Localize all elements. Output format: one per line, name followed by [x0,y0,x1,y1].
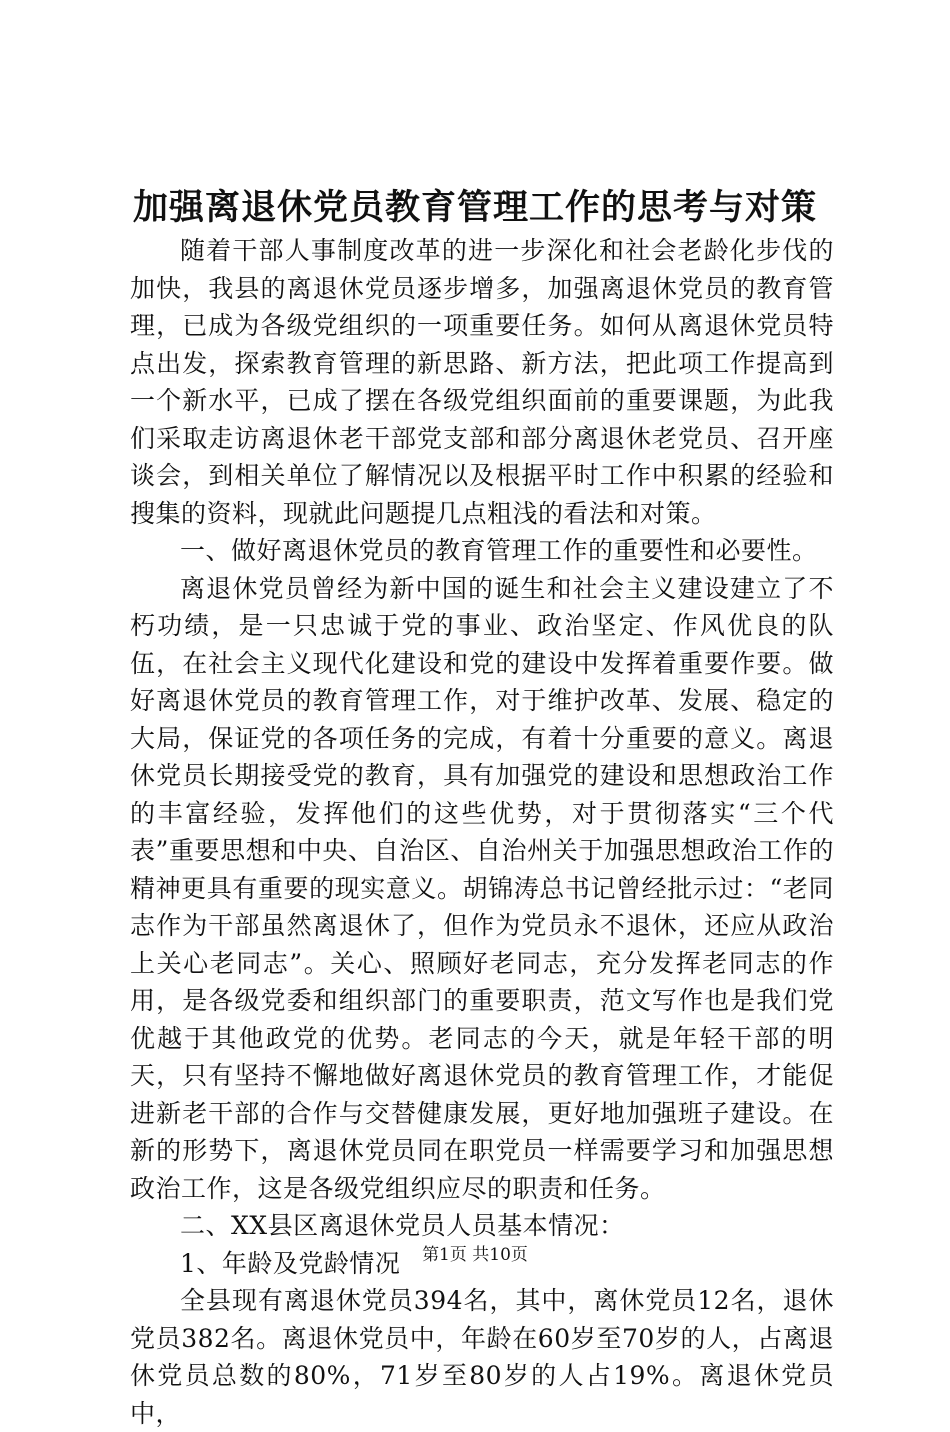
paragraph-statistics: 全县现有离退休党员394名，其中，离休党员12名，退休党员382名。离退休党员中，年龄在60岁至70岁的人，占离退休党员总数的80%，71岁至80岁的人占19%。离退休党员中， [130,1286,834,1428]
paragraph-importance: 离退休党员曾经为新中国的诞生和社会主义建设建立了不朽功绩，是一只忠诚于党的事业、政治坚定、作风优良的队伍，在社会主义现代化建设和党的建设中发挥着重要作要。做好离退休党员的教育管理工作，对于维护改革、发展、稳定的大局，保证党的各项任务的完成，有着十分重要的意义。离退休党员长期接受党的教育，具有加强党的建设和思想政治工作的丰富经验，发挥他们的这些优势，对于贯彻落实“三个代表”重要思想和中央、自治区、自治州关于加强思想政治工作的精神更具有重要的现实意义。胡锦涛总书记曾经批示过：“老同志作为干部虽然离退休了，但作为党员永不退休，还应从政治上关心老同志”。关心、照顾好老同志，充分发挥老同志的作用，是各级党委和组织部门的重要职责，范文写作也是我们党优越于其他政党的优势。老同志的今天，就是年轻干部的明天，只有坚持不懈地做好离退休党员的教育管理工作，才能促进新老干部的合作与交替健康发展，更好地加强班子建设。在新的形势下，离退休党员同在职党员一样需要学习和加强思想政治工作，这是各级党组织应尽的职责和任务。 [130,573,834,1203]
section-heading-2: 二、XX县区离退休党员人员基本情况： [180,1211,625,1240]
section-heading-1: 一、做好离退休党员的教育管理工作的重要性和必要性。 [180,536,818,565]
document-title: 加强离退休党员教育管理工作的思考与对策 [132,187,817,228]
paragraph-intro: 随着干部人事制度改革的进一步深化和社会老龄化步伐的加快，我县的离退休党员逐步增多，加强离退休党员的教育管理，已成为各级党组织的一项重要任务。如何从离退休党员特点出发，探索教育管理的新思路、新方法，把此项工作提高到一个新水平，已成了摆在各级党组织面前的重要课题，为此我们采取走访离退休老干部党支部和部分离退休老党员、召开座谈会，到相关单位了解情况以及根据平时工作中积累的经验和搜集的资料，现就此问题提几点粗浅的看法和对策。 [130,236,834,528]
page-footer: 第1页 共10页 [422,1245,528,1265]
subsection-heading-1: 1、年龄及党龄情况 [180,1248,401,1278]
